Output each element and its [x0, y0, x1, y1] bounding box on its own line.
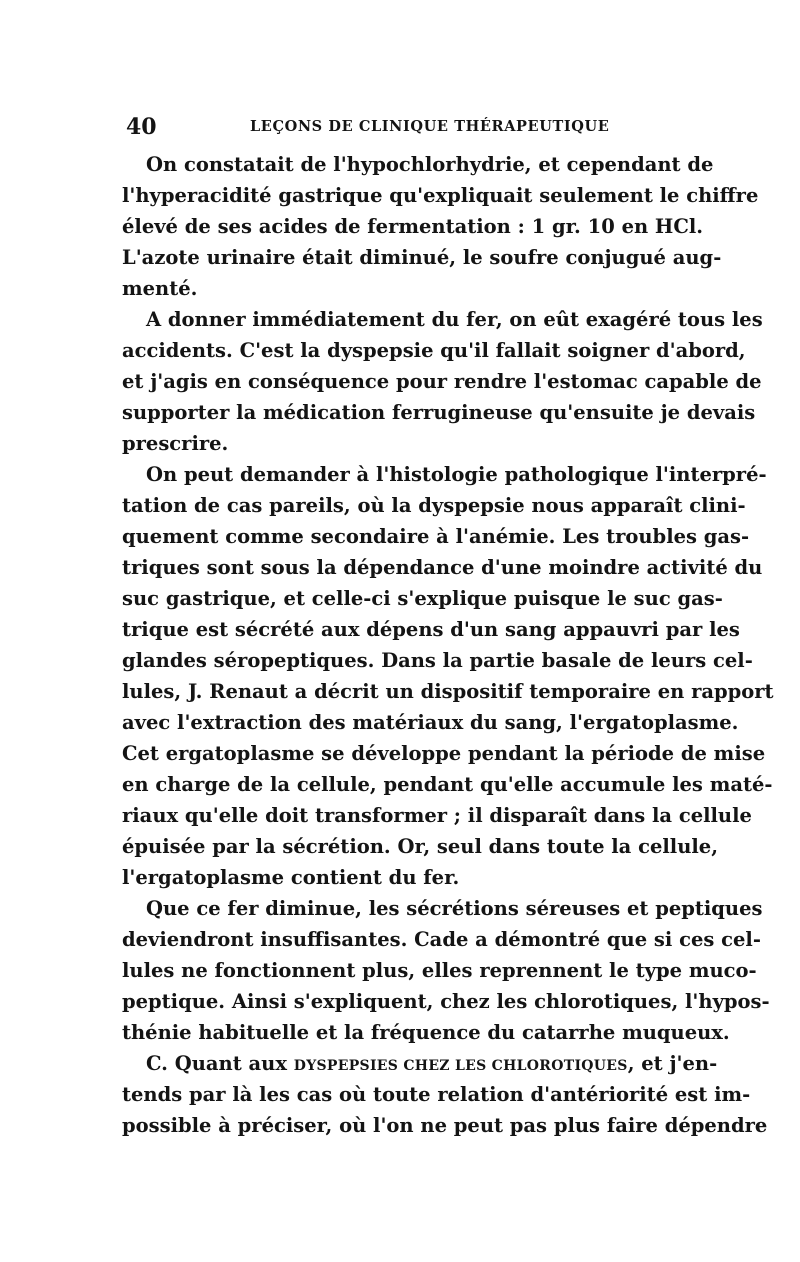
text-line: l'ergatoplasme contient du fer. — [122, 866, 460, 889]
text-line: prescrire. — [122, 432, 229, 455]
text-line: quement comme secondaire à l'anémie. Les troubles gas- — [122, 525, 750, 548]
text-line: thénie habituelle et la fréquence du catarrhe muqueux. — [122, 1021, 730, 1044]
text-line: Cet ergatoplasme se développe pendant la période de mise — [122, 742, 766, 765]
text-line: accidents. C'est la dyspepsie qu'il fallait soigner d'abord, — [122, 339, 746, 362]
text-line: tation de cas pareils, où la dyspepsie nous apparaît clini- — [122, 494, 746, 517]
page-number: 40 — [126, 114, 157, 140]
text-line: triques sont sous la dépendance d'une moindre activité du — [122, 556, 763, 579]
text-line: avec l'extraction des matériaux du sang, l'ergatoplasme. — [122, 711, 739, 734]
body-text — [122, 149, 774, 1141]
small-caps-heading: DYSPEPSIES CHEZ LES CHLOROTIQUES — [293, 1058, 628, 1074]
text-line: riaux qu'elle doit transformer ; il disparaît dans la cellule — [122, 804, 752, 827]
text-line: deviendront insuffisantes. Cade a démontré que si ces cel- — [122, 928, 761, 951]
text-line: L'azote urinaire était diminué, le soufre conjugué aug- — [122, 246, 722, 269]
text-line: glandes séropeptiques. Dans la partie basale de leurs cel- — [122, 649, 753, 672]
running-header — [122, 114, 678, 144]
text-line: suc gastrique, et celle-ci s'explique puisque le suc gas- — [122, 587, 723, 610]
text-line: trique est sécrété aux dépens d'un sang appauvri par les — [122, 618, 740, 641]
running-title: LEÇONS DE CLINIQUE THÉRAPEUTIQUE — [250, 118, 610, 135]
text-line: lules ne fonctionnent plus, elles reprennent le type muco- — [122, 959, 757, 982]
text-line: élevé de ses acides de fermentation : 1 gr. 10 en HCl. — [122, 215, 704, 238]
text-line: en charge de la cellule, pendant qu'elle accumule les maté- — [122, 773, 773, 796]
text-line: Que ce fer diminue, les sécrétions séreuses et peptiques — [146, 897, 763, 920]
text-line: et j'agis en conséquence pour rendre l'estomac capable de — [122, 370, 762, 393]
line-part: C. Quant aux — [146, 1052, 294, 1075]
text-line: On constatait de l'hypochlorhydrie, et cependant de — [146, 153, 714, 176]
line-part: , et j'en- — [627, 1052, 718, 1075]
text-line: supporter la médication ferrugineuse qu'ensuite je devais — [122, 401, 756, 424]
text-line: peptique. Ainsi s'expliquent, chez les chlorotiques, l'hypos- — [122, 990, 770, 1013]
text-line: menté. — [122, 277, 198, 300]
text-line: On peut demander à l'histologie pathologique l'interpré- — [146, 463, 767, 486]
text-line: épuisée par la sécrétion. Or, seul dans toute la cellule, — [122, 835, 718, 858]
text-line: possible à préciser, où l'on ne peut pas plus faire dépendre — [122, 1114, 768, 1137]
text-line: l'hyperacidité gastrique qu'expliquait seulement le chiffre — [122, 184, 759, 207]
text-line-with-small-caps — [122, 1048, 718, 1079]
text-line: tends par là les cas où toute relation d'antériorité est im- — [122, 1083, 751, 1106]
text-line: lules, J. Renaut a décrit un dispositif temporaire en rapport — [122, 680, 774, 703]
text-line: A donner immédiatement du fer, on eût exagéré tous les — [146, 308, 763, 331]
